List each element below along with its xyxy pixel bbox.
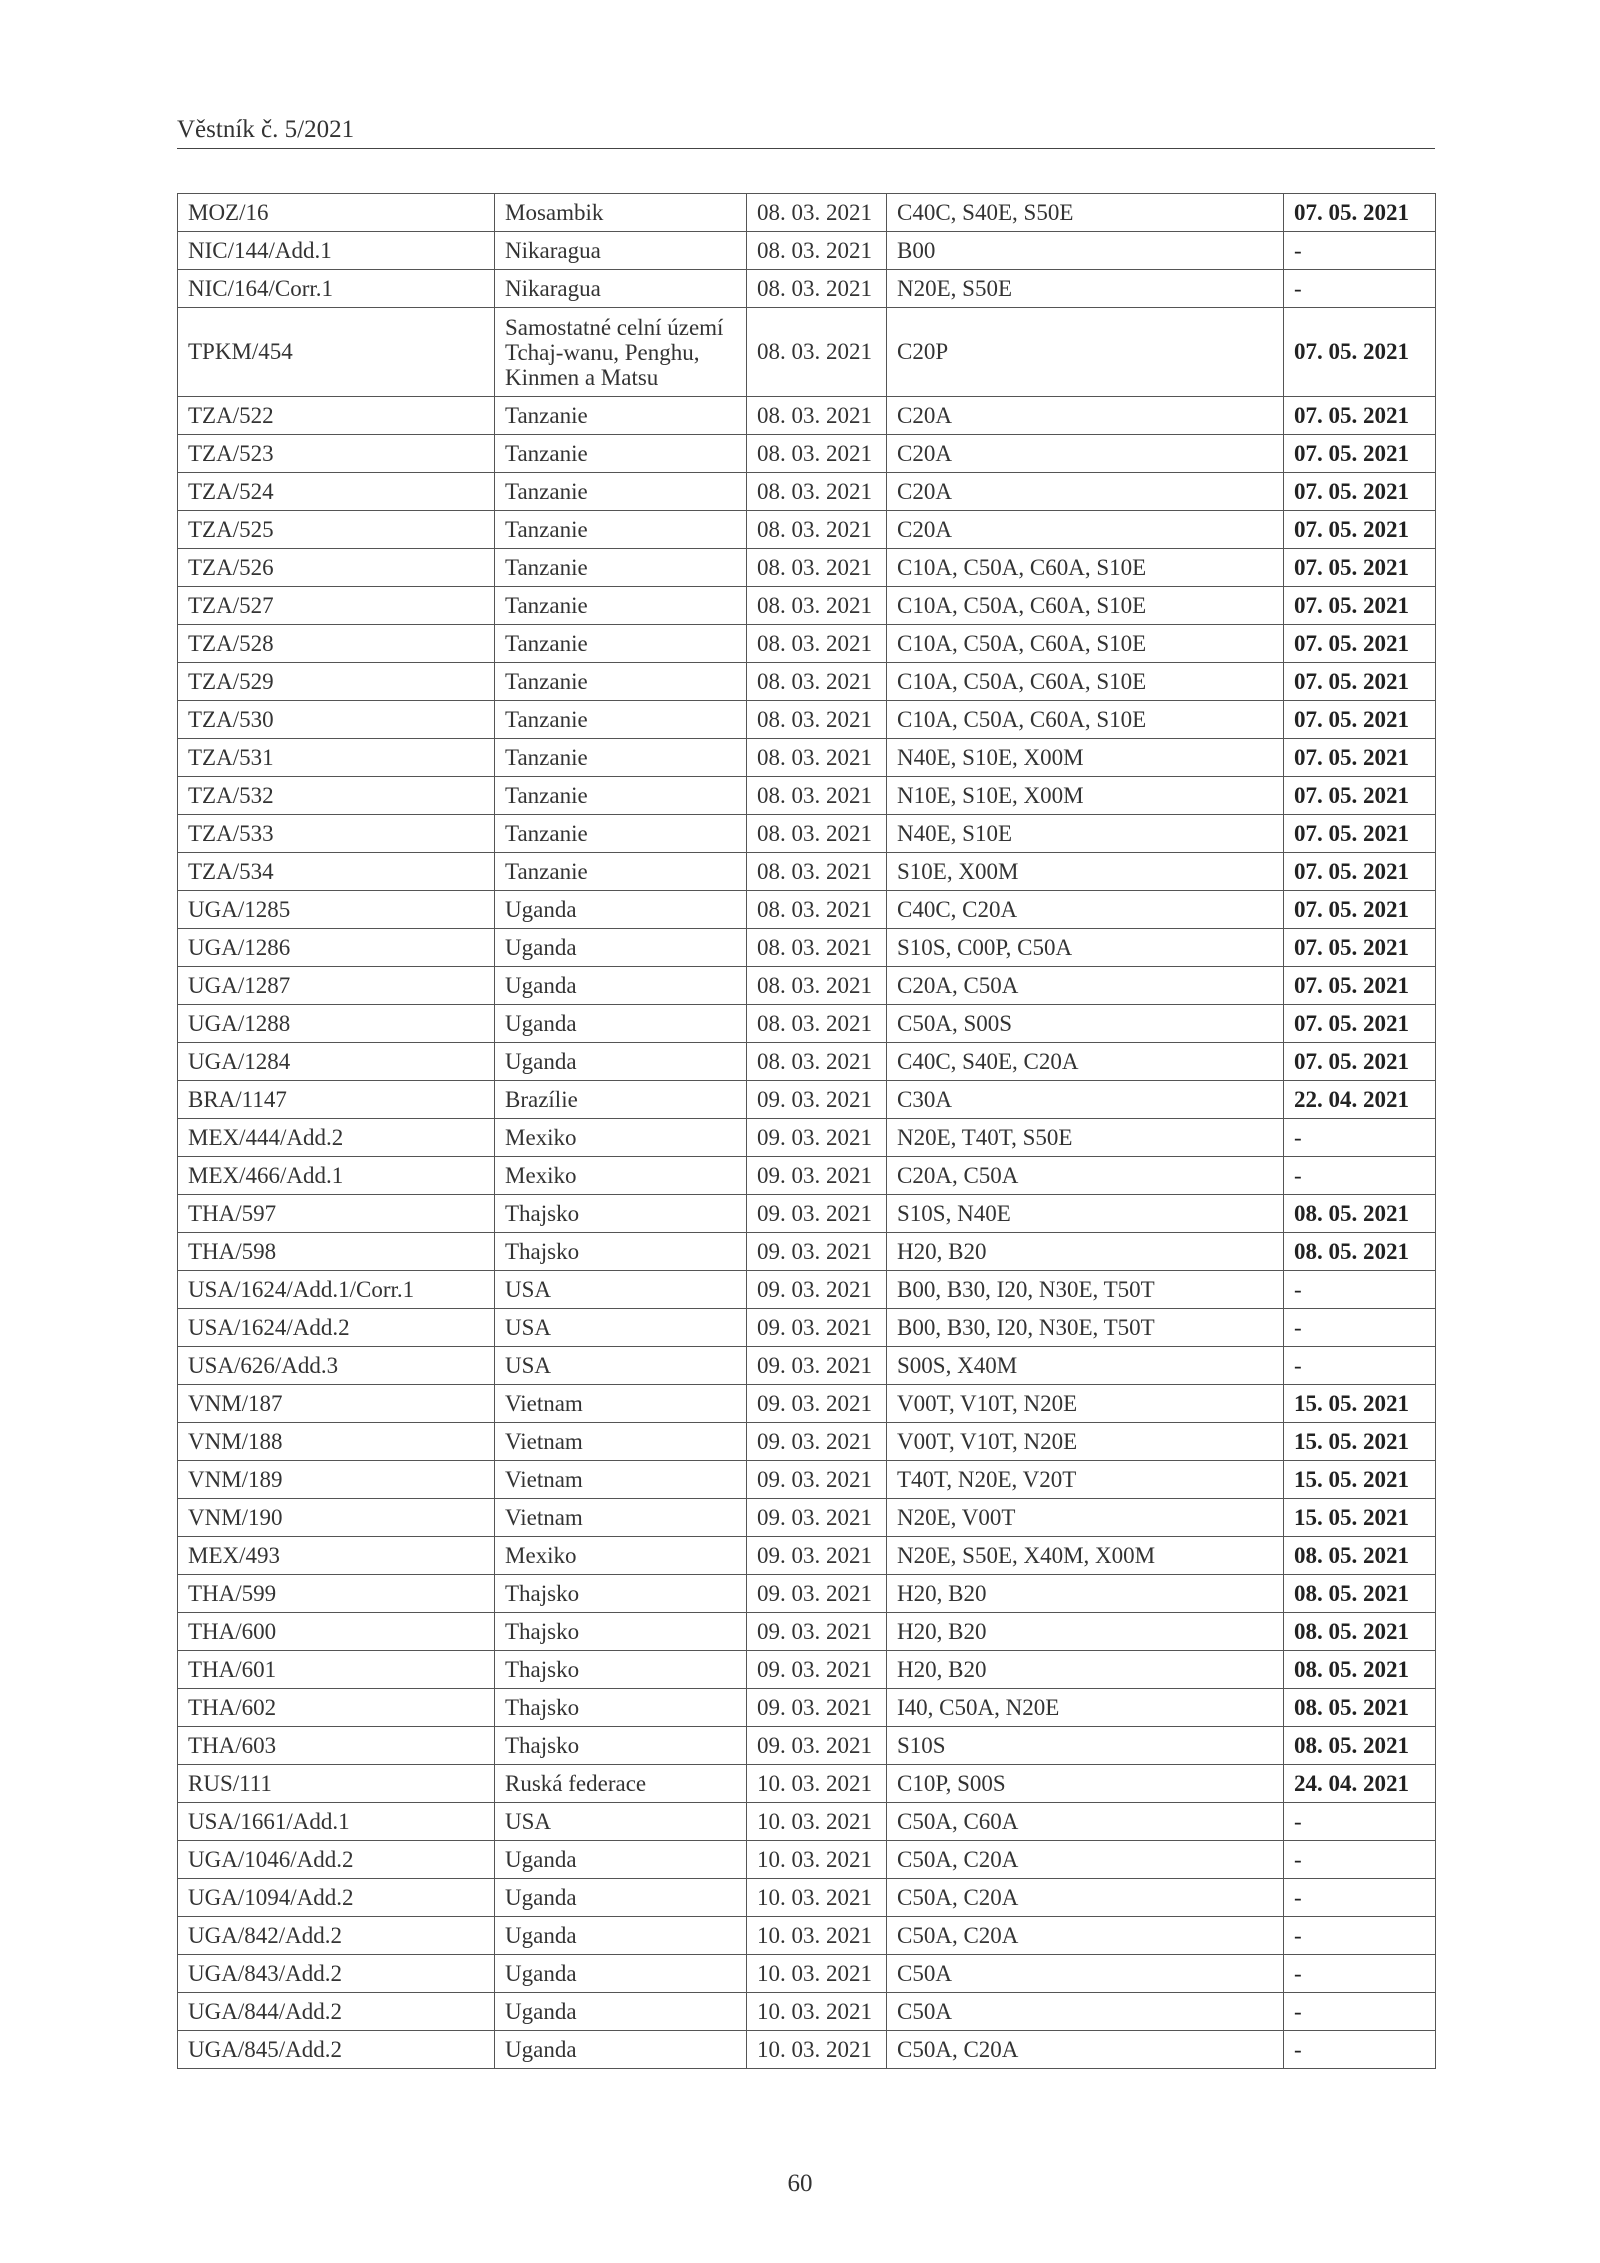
deadline-cell: -	[1284, 1917, 1436, 1955]
date-cell: 09. 03. 2021	[747, 1423, 887, 1461]
country-cell: Thajsko	[495, 1195, 747, 1233]
document-symbol-cell: VNM/189	[178, 1461, 495, 1499]
country-cell: Tanzanie	[495, 511, 747, 549]
table-row	[178, 2031, 1436, 2069]
deadline-cell: 08. 05. 2021	[1284, 1537, 1436, 1575]
codes-cell: C20P	[887, 308, 1284, 397]
date-cell: 10. 03. 2021	[747, 2031, 887, 2069]
country-cell: Mosambik	[495, 194, 747, 232]
document-symbol-cell: NIC/164/Corr.1	[178, 270, 495, 308]
document-symbol-cell: UGA/1288	[178, 1005, 495, 1043]
document-symbol-cell: TZA/527	[178, 587, 495, 625]
deadline-cell: 08. 05. 2021	[1284, 1613, 1436, 1651]
table-row	[178, 1727, 1436, 1765]
table-row	[178, 1119, 1436, 1157]
table-row	[178, 1993, 1436, 2031]
deadline-cell: 07. 05. 2021	[1284, 815, 1436, 853]
table-row	[178, 1575, 1436, 1613]
country-cell: Tanzanie	[495, 625, 747, 663]
codes-cell: S10E, X00M	[887, 853, 1284, 891]
date-cell: 10. 03. 2021	[747, 1955, 887, 1993]
country-cell: Ruská federace	[495, 1765, 747, 1803]
codes-cell: C10A, C50A, C60A, S10E	[887, 701, 1284, 739]
country-cell: Tanzanie	[495, 435, 747, 473]
deadline-cell: -	[1284, 270, 1436, 308]
country-cell: Uganda	[495, 929, 747, 967]
date-cell: 08. 03. 2021	[747, 232, 887, 270]
date-cell: 08. 03. 2021	[747, 625, 887, 663]
date-cell: 08. 03. 2021	[747, 853, 887, 891]
date-cell: 08. 03. 2021	[747, 587, 887, 625]
date-cell: 10. 03. 2021	[747, 1765, 887, 1803]
country-cell: Tanzanie	[495, 663, 747, 701]
country-cell: Thajsko	[495, 1727, 747, 1765]
codes-cell: C10P, S00S	[887, 1765, 1284, 1803]
deadline-cell: 08. 05. 2021	[1284, 1727, 1436, 1765]
country-cell: Mexiko	[495, 1119, 747, 1157]
date-cell: 09. 03. 2021	[747, 1081, 887, 1119]
country-cell: Uganda	[495, 1955, 747, 1993]
table-row	[178, 1689, 1436, 1727]
table-row	[178, 435, 1436, 473]
document-symbol-cell: VNM/187	[178, 1385, 495, 1423]
codes-cell: C40C, S40E, C20A	[887, 1043, 1284, 1081]
deadline-cell: 24. 04. 2021	[1284, 1765, 1436, 1803]
country-cell: USA	[495, 1271, 747, 1309]
codes-cell: N20E, V00T	[887, 1499, 1284, 1537]
deadline-cell: -	[1284, 1841, 1436, 1879]
table-row	[178, 308, 1436, 397]
bulletin-title: Věstník č. 5/2021	[177, 116, 355, 143]
codes-cell: N10E, S10E, X00M	[887, 777, 1284, 815]
deadline-cell: -	[1284, 1271, 1436, 1309]
document-symbol-cell: USA/1624/Add.1/Corr.1	[178, 1271, 495, 1309]
date-cell: 10. 03. 2021	[747, 1917, 887, 1955]
document-symbol-cell: THA/600	[178, 1613, 495, 1651]
document-symbol-cell: THA/602	[178, 1689, 495, 1727]
country-cell: Vietnam	[495, 1499, 747, 1537]
table-row	[178, 1765, 1436, 1803]
country-cell: Thajsko	[495, 1575, 747, 1613]
deadline-cell: 07. 05. 2021	[1284, 511, 1436, 549]
date-cell: 08. 03. 2021	[747, 1005, 887, 1043]
deadline-cell: 07. 05. 2021	[1284, 853, 1436, 891]
codes-cell: C50A, C60A	[887, 1803, 1284, 1841]
table-row	[178, 232, 1436, 270]
document-symbol-cell: TZA/531	[178, 739, 495, 777]
notifications-table	[177, 193, 1436, 2069]
deadline-cell: 07. 05. 2021	[1284, 397, 1436, 435]
table-row	[178, 929, 1436, 967]
deadline-cell: -	[1284, 1803, 1436, 1841]
country-cell: Tanzanie	[495, 701, 747, 739]
table-row	[178, 587, 1436, 625]
deadline-cell: 07. 05. 2021	[1284, 701, 1436, 739]
deadline-cell: -	[1284, 2031, 1436, 2069]
date-cell: 09. 03. 2021	[747, 1119, 887, 1157]
codes-cell: T40T, N20E, V20T	[887, 1461, 1284, 1499]
deadline-cell: -	[1284, 1993, 1436, 2031]
country-cell: Uganda	[495, 967, 747, 1005]
document-symbol-cell: UGA/1046/Add.2	[178, 1841, 495, 1879]
document-symbol-cell: RUS/111	[178, 1765, 495, 1803]
codes-cell: C20A, C50A	[887, 967, 1284, 1005]
deadline-cell: 08. 05. 2021	[1284, 1575, 1436, 1613]
deadline-cell: 07. 05. 2021	[1284, 1043, 1436, 1081]
codes-cell: B00, B30, I20, N30E, T50T	[887, 1309, 1284, 1347]
country-cell: USA	[495, 1803, 747, 1841]
deadline-cell: 08. 05. 2021	[1284, 1689, 1436, 1727]
codes-cell: C50A, C20A	[887, 1917, 1284, 1955]
codes-cell: C30A	[887, 1081, 1284, 1119]
date-cell: 08. 03. 2021	[747, 473, 887, 511]
codes-cell: C50A, S00S	[887, 1005, 1284, 1043]
country-cell: Tanzanie	[495, 473, 747, 511]
date-cell: 08. 03. 2021	[747, 435, 887, 473]
table-row	[178, 1917, 1436, 1955]
date-cell: 08. 03. 2021	[747, 1043, 887, 1081]
codes-cell: H20, B20	[887, 1233, 1284, 1271]
table-row	[178, 397, 1436, 435]
document-symbol-cell: TPKM/454	[178, 308, 495, 397]
table-row	[178, 1309, 1436, 1347]
deadline-cell: -	[1284, 1347, 1436, 1385]
document-symbol-cell: UGA/1284	[178, 1043, 495, 1081]
document-symbol-cell: THA/598	[178, 1233, 495, 1271]
document-symbol-cell: MEX/444/Add.2	[178, 1119, 495, 1157]
date-cell: 08. 03. 2021	[747, 777, 887, 815]
codes-cell: C20A	[887, 511, 1284, 549]
date-cell: 08. 03. 2021	[747, 701, 887, 739]
deadline-cell: 15. 05. 2021	[1284, 1461, 1436, 1499]
codes-cell: N20E, S50E, X40M, X00M	[887, 1537, 1284, 1575]
table-row	[178, 815, 1436, 853]
codes-cell: N20E, S50E	[887, 270, 1284, 308]
codes-cell: C50A, C20A	[887, 2031, 1284, 2069]
table-row	[178, 625, 1436, 663]
deadline-cell: 07. 05. 2021	[1284, 929, 1436, 967]
date-cell: 08. 03. 2021	[747, 663, 887, 701]
table-row	[178, 739, 1436, 777]
date-cell: 09. 03. 2021	[747, 1651, 887, 1689]
table-row	[178, 1233, 1436, 1271]
codes-cell: C20A	[887, 435, 1284, 473]
deadline-cell: -	[1284, 1309, 1436, 1347]
date-cell: 08. 03. 2021	[747, 308, 887, 397]
date-cell: 10. 03. 2021	[747, 1879, 887, 1917]
country-cell: Tanzanie	[495, 549, 747, 587]
codes-cell: C10A, C50A, C60A, S10E	[887, 663, 1284, 701]
codes-cell: B00, B30, I20, N30E, T50T	[887, 1271, 1284, 1309]
codes-cell: S10S, N40E	[887, 1195, 1284, 1233]
deadline-cell: -	[1284, 1955, 1436, 1993]
document-symbol-cell: VNM/188	[178, 1423, 495, 1461]
country-cell: Uganda	[495, 1879, 747, 1917]
document-symbol-cell: TZA/523	[178, 435, 495, 473]
deadline-cell: 07. 05. 2021	[1284, 435, 1436, 473]
deadline-cell: 07. 05. 2021	[1284, 891, 1436, 929]
document-symbol-cell: TZA/530	[178, 701, 495, 739]
country-cell: Tanzanie	[495, 739, 747, 777]
codes-cell: C40C, S40E, S50E	[887, 194, 1284, 232]
codes-cell: H20, B20	[887, 1613, 1284, 1651]
deadline-cell: 08. 05. 2021	[1284, 1651, 1436, 1689]
document-symbol-cell: UGA/843/Add.2	[178, 1955, 495, 1993]
date-cell: 09. 03. 2021	[747, 1689, 887, 1727]
codes-cell: H20, B20	[887, 1575, 1284, 1613]
page-number: 60	[787, 2170, 813, 2197]
document-symbol-cell: TZA/533	[178, 815, 495, 853]
date-cell: 09. 03. 2021	[747, 1157, 887, 1195]
deadline-cell: -	[1284, 1879, 1436, 1917]
codes-cell: S10S, C00P, C50A	[887, 929, 1284, 967]
document-symbol-cell: THA/601	[178, 1651, 495, 1689]
codes-cell: C10A, C50A, C60A, S10E	[887, 587, 1284, 625]
date-cell: 09. 03. 2021	[747, 1195, 887, 1233]
date-cell: 08. 03. 2021	[747, 929, 887, 967]
table-row	[178, 1271, 1436, 1309]
document-symbol-cell: TZA/525	[178, 511, 495, 549]
country-cell: Uganda	[495, 2031, 747, 2069]
document-symbol-cell: UGA/844/Add.2	[178, 1993, 495, 2031]
deadline-cell: 15. 05. 2021	[1284, 1385, 1436, 1423]
deadline-cell: 22. 04. 2021	[1284, 1081, 1436, 1119]
country-cell: Thajsko	[495, 1233, 747, 1271]
date-cell: 08. 03. 2021	[747, 511, 887, 549]
table-row	[178, 194, 1436, 232]
document-symbol-cell: UGA/1094/Add.2	[178, 1879, 495, 1917]
country-cell: Tanzanie	[495, 853, 747, 891]
codes-cell: V00T, V10T, N20E	[887, 1385, 1284, 1423]
date-cell: 08. 03. 2021	[747, 815, 887, 853]
deadline-cell: 08. 05. 2021	[1284, 1233, 1436, 1271]
date-cell: 10. 03. 2021	[747, 1993, 887, 2031]
date-cell: 10. 03. 2021	[747, 1803, 887, 1841]
country-cell: Uganda	[495, 1993, 747, 2031]
table-row	[178, 1613, 1436, 1651]
table-row	[178, 1651, 1436, 1689]
document-symbol-cell: TZA/526	[178, 549, 495, 587]
table-row	[178, 1347, 1436, 1385]
deadline-cell: 07. 05. 2021	[1284, 1005, 1436, 1043]
date-cell: 08. 03. 2021	[747, 891, 887, 929]
deadline-cell: 07. 05. 2021	[1284, 473, 1436, 511]
table-row	[178, 777, 1436, 815]
table-row	[178, 701, 1436, 739]
country-cell: Nikaragua	[495, 270, 747, 308]
table-row	[178, 549, 1436, 587]
date-cell: 09. 03. 2021	[747, 1537, 887, 1575]
date-cell: 09. 03. 2021	[747, 1233, 887, 1271]
deadline-cell: 07. 05. 2021	[1284, 663, 1436, 701]
document-symbol-cell: MEX/493	[178, 1537, 495, 1575]
country-cell: Tanzanie	[495, 815, 747, 853]
document-symbol-cell: MOZ/16	[178, 194, 495, 232]
deadline-cell: 15. 05. 2021	[1284, 1499, 1436, 1537]
date-cell: 09. 03. 2021	[747, 1613, 887, 1651]
date-cell: 08. 03. 2021	[747, 967, 887, 1005]
table-row	[178, 1955, 1436, 1993]
date-cell: 08. 03. 2021	[747, 739, 887, 777]
table-row	[178, 511, 1436, 549]
codes-cell: C50A, C20A	[887, 1879, 1284, 1917]
country-cell: Thajsko	[495, 1689, 747, 1727]
country-cell: Vietnam	[495, 1461, 747, 1499]
table-row	[178, 1385, 1436, 1423]
table-row	[178, 1157, 1436, 1195]
table-row	[178, 1081, 1436, 1119]
codes-cell: C20A	[887, 473, 1284, 511]
date-cell: 09. 03. 2021	[747, 1727, 887, 1765]
table-row	[178, 1043, 1436, 1081]
country-cell: Thajsko	[495, 1613, 747, 1651]
date-cell: 10. 03. 2021	[747, 1841, 887, 1879]
table-row	[178, 270, 1436, 308]
country-cell: USA	[495, 1309, 747, 1347]
country-cell: Uganda	[495, 1043, 747, 1081]
country-cell: Mexiko	[495, 1157, 747, 1195]
document-symbol-cell: THA/599	[178, 1575, 495, 1613]
date-cell: 08. 03. 2021	[747, 270, 887, 308]
date-cell: 09. 03. 2021	[747, 1271, 887, 1309]
table-row	[178, 1005, 1436, 1043]
codes-cell: C10A, C50A, C60A, S10E	[887, 549, 1284, 587]
table-row	[178, 663, 1436, 701]
codes-cell: C50A, C20A	[887, 1841, 1284, 1879]
deadline-cell: 07. 05. 2021	[1284, 194, 1436, 232]
table-row	[178, 1499, 1436, 1537]
table-row	[178, 1195, 1436, 1233]
country-cell: Tanzanie	[495, 397, 747, 435]
table-row	[178, 1537, 1436, 1575]
deadline-cell: 07. 05. 2021	[1284, 739, 1436, 777]
codes-cell: B00	[887, 232, 1284, 270]
table-row	[178, 967, 1436, 1005]
deadline-cell: 07. 05. 2021	[1284, 549, 1436, 587]
codes-cell: S10S	[887, 1727, 1284, 1765]
document-symbol-cell: MEX/466/Add.1	[178, 1157, 495, 1195]
codes-cell: V00T, V10T, N20E	[887, 1423, 1284, 1461]
document-symbol-cell: TZA/532	[178, 777, 495, 815]
table-row	[178, 853, 1436, 891]
document-symbol-cell: THA/597	[178, 1195, 495, 1233]
table-row	[178, 1423, 1436, 1461]
date-cell: 08. 03. 2021	[747, 549, 887, 587]
date-cell: 09. 03. 2021	[747, 1309, 887, 1347]
document-symbol-cell: UGA/842/Add.2	[178, 1917, 495, 1955]
document-symbol-cell: UGA/1286	[178, 929, 495, 967]
date-cell: 09. 03. 2021	[747, 1575, 887, 1613]
country-cell: Thajsko	[495, 1651, 747, 1689]
document-symbol-cell: TZA/529	[178, 663, 495, 701]
date-cell: 09. 03. 2021	[747, 1347, 887, 1385]
codes-cell: S00S, X40M	[887, 1347, 1284, 1385]
document-symbol-cell: USA/626/Add.3	[178, 1347, 495, 1385]
document-symbol-cell: UGA/1285	[178, 891, 495, 929]
country-cell: Uganda	[495, 1005, 747, 1043]
page-header	[177, 112, 1435, 149]
date-cell: 09. 03. 2021	[747, 1499, 887, 1537]
table-row	[178, 1461, 1436, 1499]
codes-cell: H20, B20	[887, 1651, 1284, 1689]
codes-cell: N20E, T40T, S50E	[887, 1119, 1284, 1157]
country-cell: Tanzanie	[495, 777, 747, 815]
deadline-cell: 07. 05. 2021	[1284, 308, 1436, 397]
document-symbol-cell: UGA/1287	[178, 967, 495, 1005]
codes-cell: C20A	[887, 397, 1284, 435]
document-symbol-cell: BRA/1147	[178, 1081, 495, 1119]
date-cell: 09. 03. 2021	[747, 1385, 887, 1423]
deadline-cell: 07. 05. 2021	[1284, 777, 1436, 815]
document-symbol-cell: USA/1661/Add.1	[178, 1803, 495, 1841]
deadline-cell: -	[1284, 232, 1436, 270]
deadline-cell: -	[1284, 1157, 1436, 1195]
document-symbol-cell: TZA/528	[178, 625, 495, 663]
country-cell: Nikaragua	[495, 232, 747, 270]
deadline-cell: 07. 05. 2021	[1284, 967, 1436, 1005]
codes-cell: C20A, C50A	[887, 1157, 1284, 1195]
table-row	[178, 891, 1436, 929]
deadline-cell: 15. 05. 2021	[1284, 1423, 1436, 1461]
codes-cell: N40E, S10E, X00M	[887, 739, 1284, 777]
document-symbol-cell: TZA/524	[178, 473, 495, 511]
notifications-table-body	[178, 194, 1436, 2069]
document-symbol-cell: NIC/144/Add.1	[178, 232, 495, 270]
country-cell: Mexiko	[495, 1537, 747, 1575]
country-cell: Brazílie	[495, 1081, 747, 1119]
date-cell: 08. 03. 2021	[747, 397, 887, 435]
table-row	[178, 1803, 1436, 1841]
codes-cell: I40, C50A, N20E	[887, 1689, 1284, 1727]
document-symbol-cell: UGA/845/Add.2	[178, 2031, 495, 2069]
country-cell: Uganda	[495, 1917, 747, 1955]
country-cell: Uganda	[495, 891, 747, 929]
document-symbol-cell: VNM/190	[178, 1499, 495, 1537]
date-cell: 09. 03. 2021	[747, 1461, 887, 1499]
codes-cell: N40E, S10E	[887, 815, 1284, 853]
codes-cell: C10A, C50A, C60A, S10E	[887, 625, 1284, 663]
codes-cell: C50A	[887, 1955, 1284, 1993]
deadline-cell: 07. 05. 2021	[1284, 625, 1436, 663]
document-symbol-cell: TZA/522	[178, 397, 495, 435]
table-row	[178, 1879, 1436, 1917]
country-cell: Uganda	[495, 1841, 747, 1879]
deadline-cell: -	[1284, 1119, 1436, 1157]
date-cell: 08. 03. 2021	[747, 194, 887, 232]
country-cell: USA	[495, 1347, 747, 1385]
country-cell: Samostatné celní území Tchaj-wanu, Penghu, Kinmen a Matsu	[495, 308, 747, 397]
codes-cell: C40C, C20A	[887, 891, 1284, 929]
table-row	[178, 1841, 1436, 1879]
country-cell: Tanzanie	[495, 587, 747, 625]
document-symbol-cell: TZA/534	[178, 853, 495, 891]
deadline-cell: 08. 05. 2021	[1284, 1195, 1436, 1233]
document-symbol-cell: THA/603	[178, 1727, 495, 1765]
codes-cell: C50A	[887, 1993, 1284, 2031]
table-row	[178, 473, 1436, 511]
country-cell: Vietnam	[495, 1385, 747, 1423]
document-symbol-cell: USA/1624/Add.2	[178, 1309, 495, 1347]
country-cell: Vietnam	[495, 1423, 747, 1461]
deadline-cell: 07. 05. 2021	[1284, 587, 1436, 625]
